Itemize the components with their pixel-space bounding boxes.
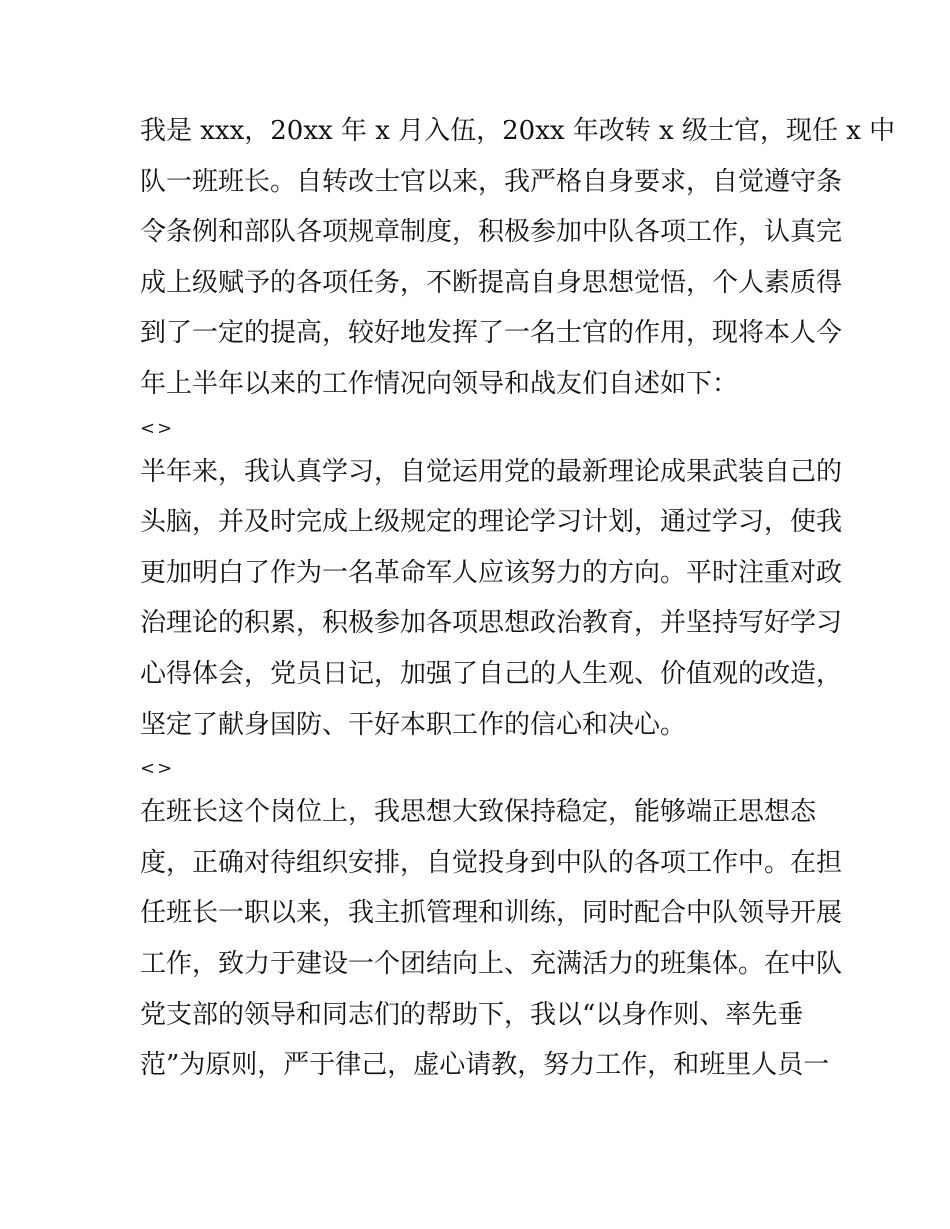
section-marker: <> — [140, 417, 175, 439]
text-line: 党支部的领导和同志们的帮助下，我以“以身作则、率先垂 — [140, 999, 804, 1030]
text-line: 令条例和部队各项规章制度，积极参加中队各项工作，认真完 — [140, 217, 843, 248]
text-line: 更加明白了作为一名革命军人应该努力的方向。平时注重对政 — [140, 557, 843, 588]
paragraph-1 — [140, 106, 896, 410]
text-line: 范”为原则，严于律己，虚心请教，努力工作，和班里人员一 — [140, 1050, 830, 1081]
text-line: 队一班班长。自转改士官以来，我严格自身要求，自觉遵守条 — [140, 166, 843, 197]
text-line: 度，正确对待组织安排，自觉投身到中队的各项工作中。在担 — [140, 847, 843, 878]
text-line: 任班长一职以来，我主抓管理和训练，同时配合中队领导开展 — [140, 898, 843, 929]
text-line: 坚定了献身国防、干好本职工作的信心和决心。 — [140, 709, 687, 740]
text-line: 心得体会，党员日记，加强了自己的人生观、价值观的改造， — [140, 658, 843, 689]
text-line: 治理论的积累，积极参加各项思想政治教育，并坚持写好学习 — [140, 608, 843, 639]
section-marker: <> — [140, 758, 175, 780]
text-line: 头脑，并及时完成上级规定的理论学习计划，通过学习，使我 — [140, 507, 843, 538]
paragraph-2 — [140, 447, 843, 751]
document-body — [140, 106, 896, 1091]
text-line: 年上半年以来的工作情况向领导和战友们自述如下： — [140, 368, 739, 399]
text-line: 我是 xxx，20xx 年 x 月入伍，20xx 年改转 x 级士官，现任 x 中 — [140, 116, 896, 146]
text-line: 半年来，我认真学习，自觉运用党的最新理论成果武装自己的 — [140, 456, 843, 487]
text-line: 工作，致力于建设一个团结向上、充满活力的班集体。在中队 — [140, 948, 843, 979]
paragraph-3 — [140, 787, 843, 1091]
text-line: 在班长这个岗位上，我思想大致保持稳定，能够端正思想态 — [140, 797, 817, 828]
text-line: 成上级赋予的各项任务，不断提高自身思想觉悟，个人素质得 — [140, 267, 843, 298]
text-line: 到了一定的提高，较好地发挥了一名士官的作用，现将本人今 — [140, 318, 843, 349]
